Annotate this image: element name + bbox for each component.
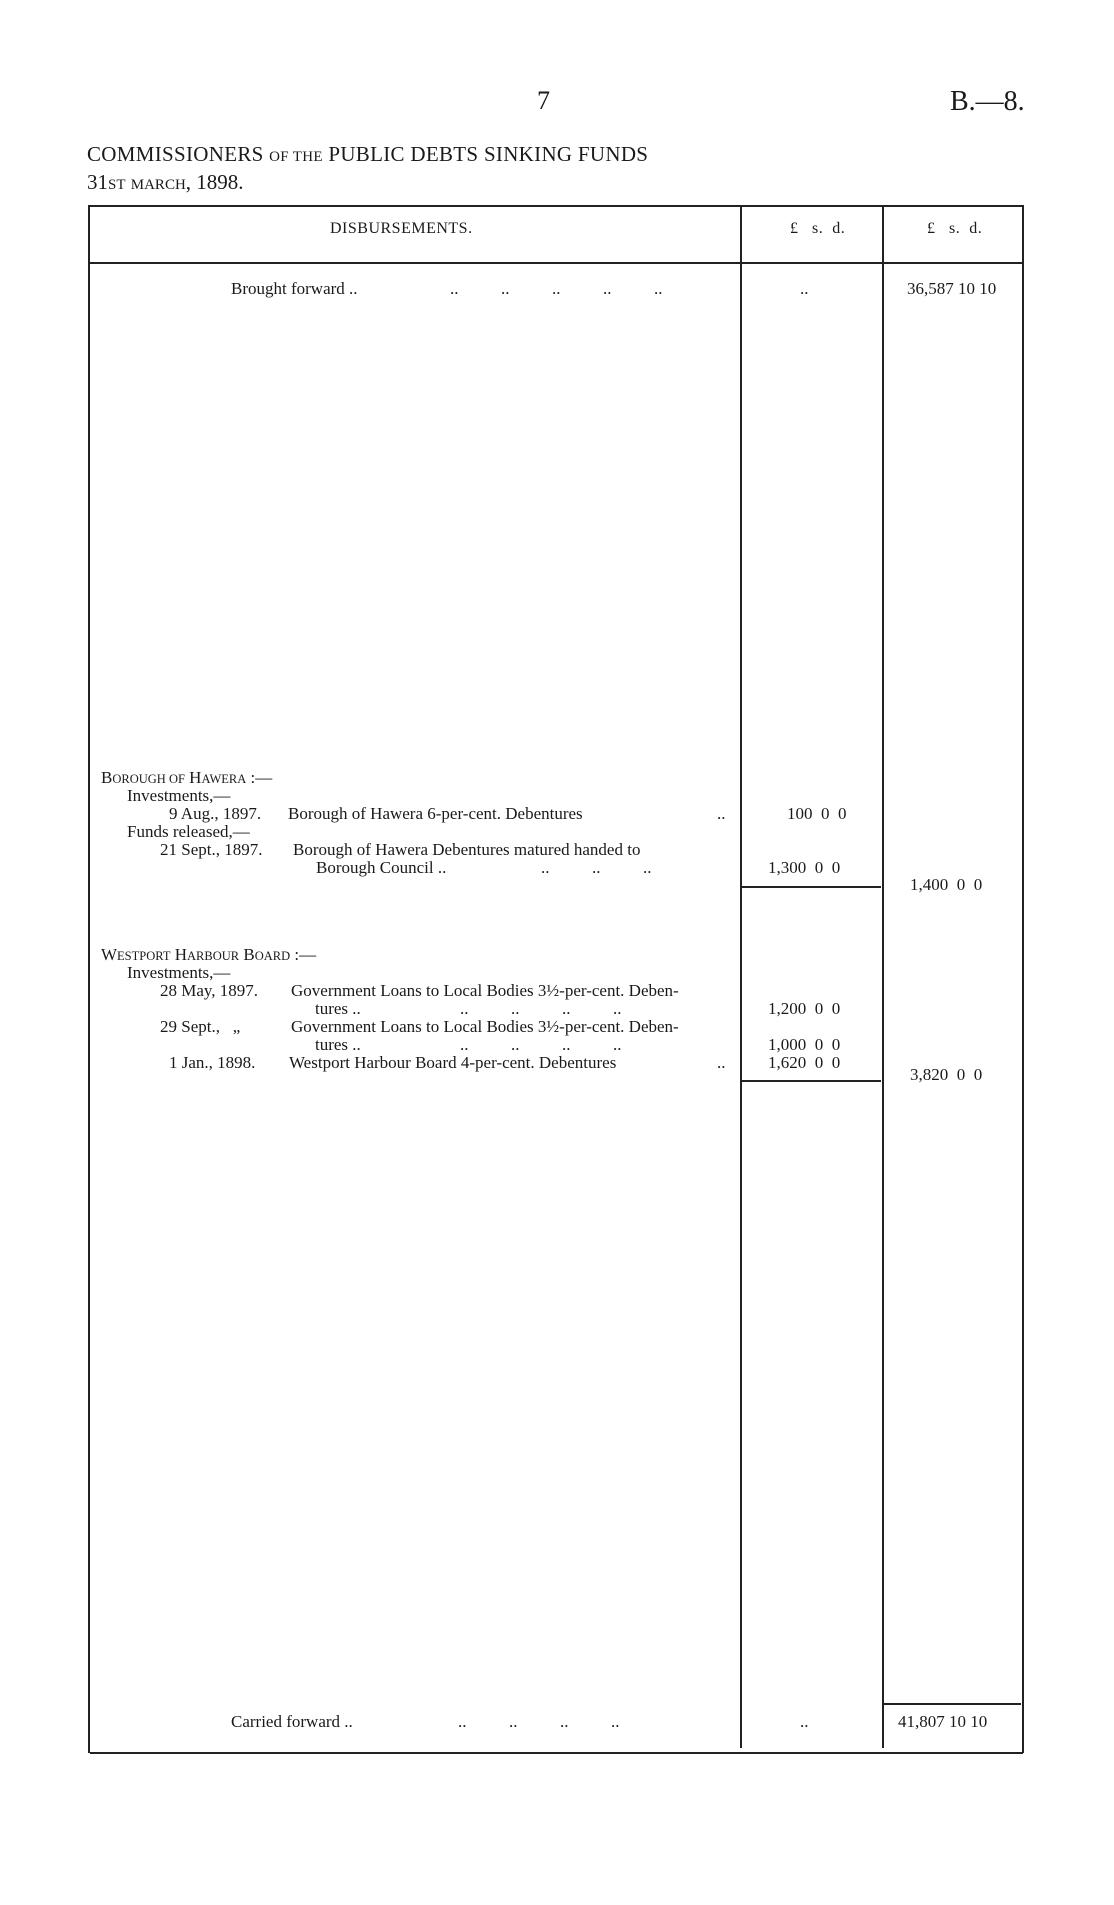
westport-row3-text: Westport Harbour Board 4-per-cent. Debentures (289, 1053, 617, 1072)
hawera-row2-text: Borough of Hawera Debentures matured handed to (293, 840, 641, 859)
westport-row1-dots: .. .. .. .. (460, 999, 622, 1018)
westport-heading (101, 945, 316, 965)
page-number: 7 (537, 86, 550, 115)
carried-forward-dots: .. .. .. .. (458, 1712, 620, 1731)
hawera-row1-dots: .. (717, 804, 726, 823)
document-title (87, 142, 648, 167)
westport-total: 3,820 0 0 (910, 1065, 983, 1084)
title-of-the: OF THE (269, 149, 323, 165)
hawera-row2-amount: 1,300 0 0 (768, 858, 841, 877)
lsd-header-1: £ s. d. (790, 220, 846, 237)
westport-heading-d: ARBOUR (187, 949, 240, 963)
brought-forward-col2: 36,587 10 10 (907, 279, 997, 298)
westport-row2-text-cont: tures .. (315, 1035, 361, 1054)
document-reference: B.—8. (950, 86, 1025, 117)
hawera-heading (101, 768, 272, 788)
westport-row2-text: Government Loans to Local Bodies 3½-per-cent. Deben- (291, 1017, 679, 1036)
westport-row2-date: 29 Sept., „ (160, 1017, 241, 1036)
date-day: 31 (87, 170, 108, 194)
westport-row3-date: 1 Jan., 1898. (169, 1053, 256, 1072)
hawera-heading-d: AWERA (201, 772, 247, 786)
westport-row1-text-cont: tures .. (315, 999, 361, 1018)
hawera-investments: Investments,— (127, 786, 231, 805)
westport-heading-c: H (174, 945, 188, 964)
date-year: , 1898. (185, 170, 244, 194)
hawera-funds-released: Funds released,— (127, 822, 250, 841)
westport-heading-a: W (101, 945, 118, 964)
hawera-row1-text: Borough of Hawera 6-per-cent. Debentures (288, 804, 583, 823)
table-right-rule (1022, 205, 1024, 1753)
westport-row1-text: Government Loans to Local Bodies 3½-per-cent. Deben- (291, 981, 679, 1000)
carried-forward-top-rule (884, 1703, 1021, 1705)
hawera-row1-date: 9 Aug., 1897. (169, 804, 262, 823)
date-day-suffix: ST (108, 177, 126, 193)
westport-subtotal-rule (742, 1080, 881, 1082)
carried-forward-col1: .. (800, 1712, 809, 1731)
hawera-heading-a: B (101, 768, 113, 787)
westport-investments: Investments,— (127, 963, 231, 982)
westport-row1-date: 28 May, 1897. (160, 981, 259, 1000)
brought-forward-label: Brought forward .. (231, 279, 358, 298)
westport-row3-dots: .. (717, 1053, 726, 1072)
westport-row2-dots: .. .. .. .. (460, 1035, 622, 1054)
disbursements-header: DISBURSEMENTS. (330, 220, 473, 237)
brought-forward-dots: .. .. .. .. .. (450, 279, 663, 298)
column-divider-1 (740, 205, 742, 1748)
table-left-rule (88, 205, 90, 1753)
westport-row3-amount: 1,620 0 0 (768, 1053, 841, 1072)
westport-heading-f: OARD (254, 949, 291, 963)
brought-forward-col1: .. (800, 279, 809, 298)
carried-forward-col2: 41,807 10 10 (898, 1712, 988, 1731)
hawera-heading-b: OROUGH OF (112, 772, 185, 786)
hawera-row2-text-cont: Borough Council .. (316, 858, 447, 877)
column-divider-2 (882, 205, 884, 1748)
lsd-header-2: £ s. d. (927, 220, 983, 237)
title-part-2: PUBLIC DEBTS SINKING FUNDS (328, 142, 649, 166)
hawera-heading-c: H (189, 768, 202, 787)
westport-heading-e: B (243, 945, 255, 964)
hawera-row1-amount: 100 0 0 (787, 804, 847, 823)
hawera-heading-e: :— (250, 768, 273, 787)
westport-heading-b: ESTPORT (117, 949, 171, 963)
date-month: MARCH (130, 177, 186, 193)
hawera-subtotal-rule (742, 886, 881, 888)
document-date (87, 170, 244, 195)
hawera-total: 1,400 0 0 (910, 875, 983, 894)
carried-forward-label: Carried forward .. (231, 1712, 353, 1731)
westport-heading-g: :— (294, 945, 317, 964)
westport-row2-amount: 1,000 0 0 (768, 1035, 841, 1054)
hawera-row2-date: 21 Sept., 1897. (160, 840, 263, 859)
table-bottom-rule (90, 1752, 1023, 1754)
westport-row1-amount: 1,200 0 0 (768, 999, 841, 1018)
hawera-row2-dots: .. .. .. (541, 858, 652, 877)
title-part-1: COMMISSIONERS (87, 142, 264, 166)
